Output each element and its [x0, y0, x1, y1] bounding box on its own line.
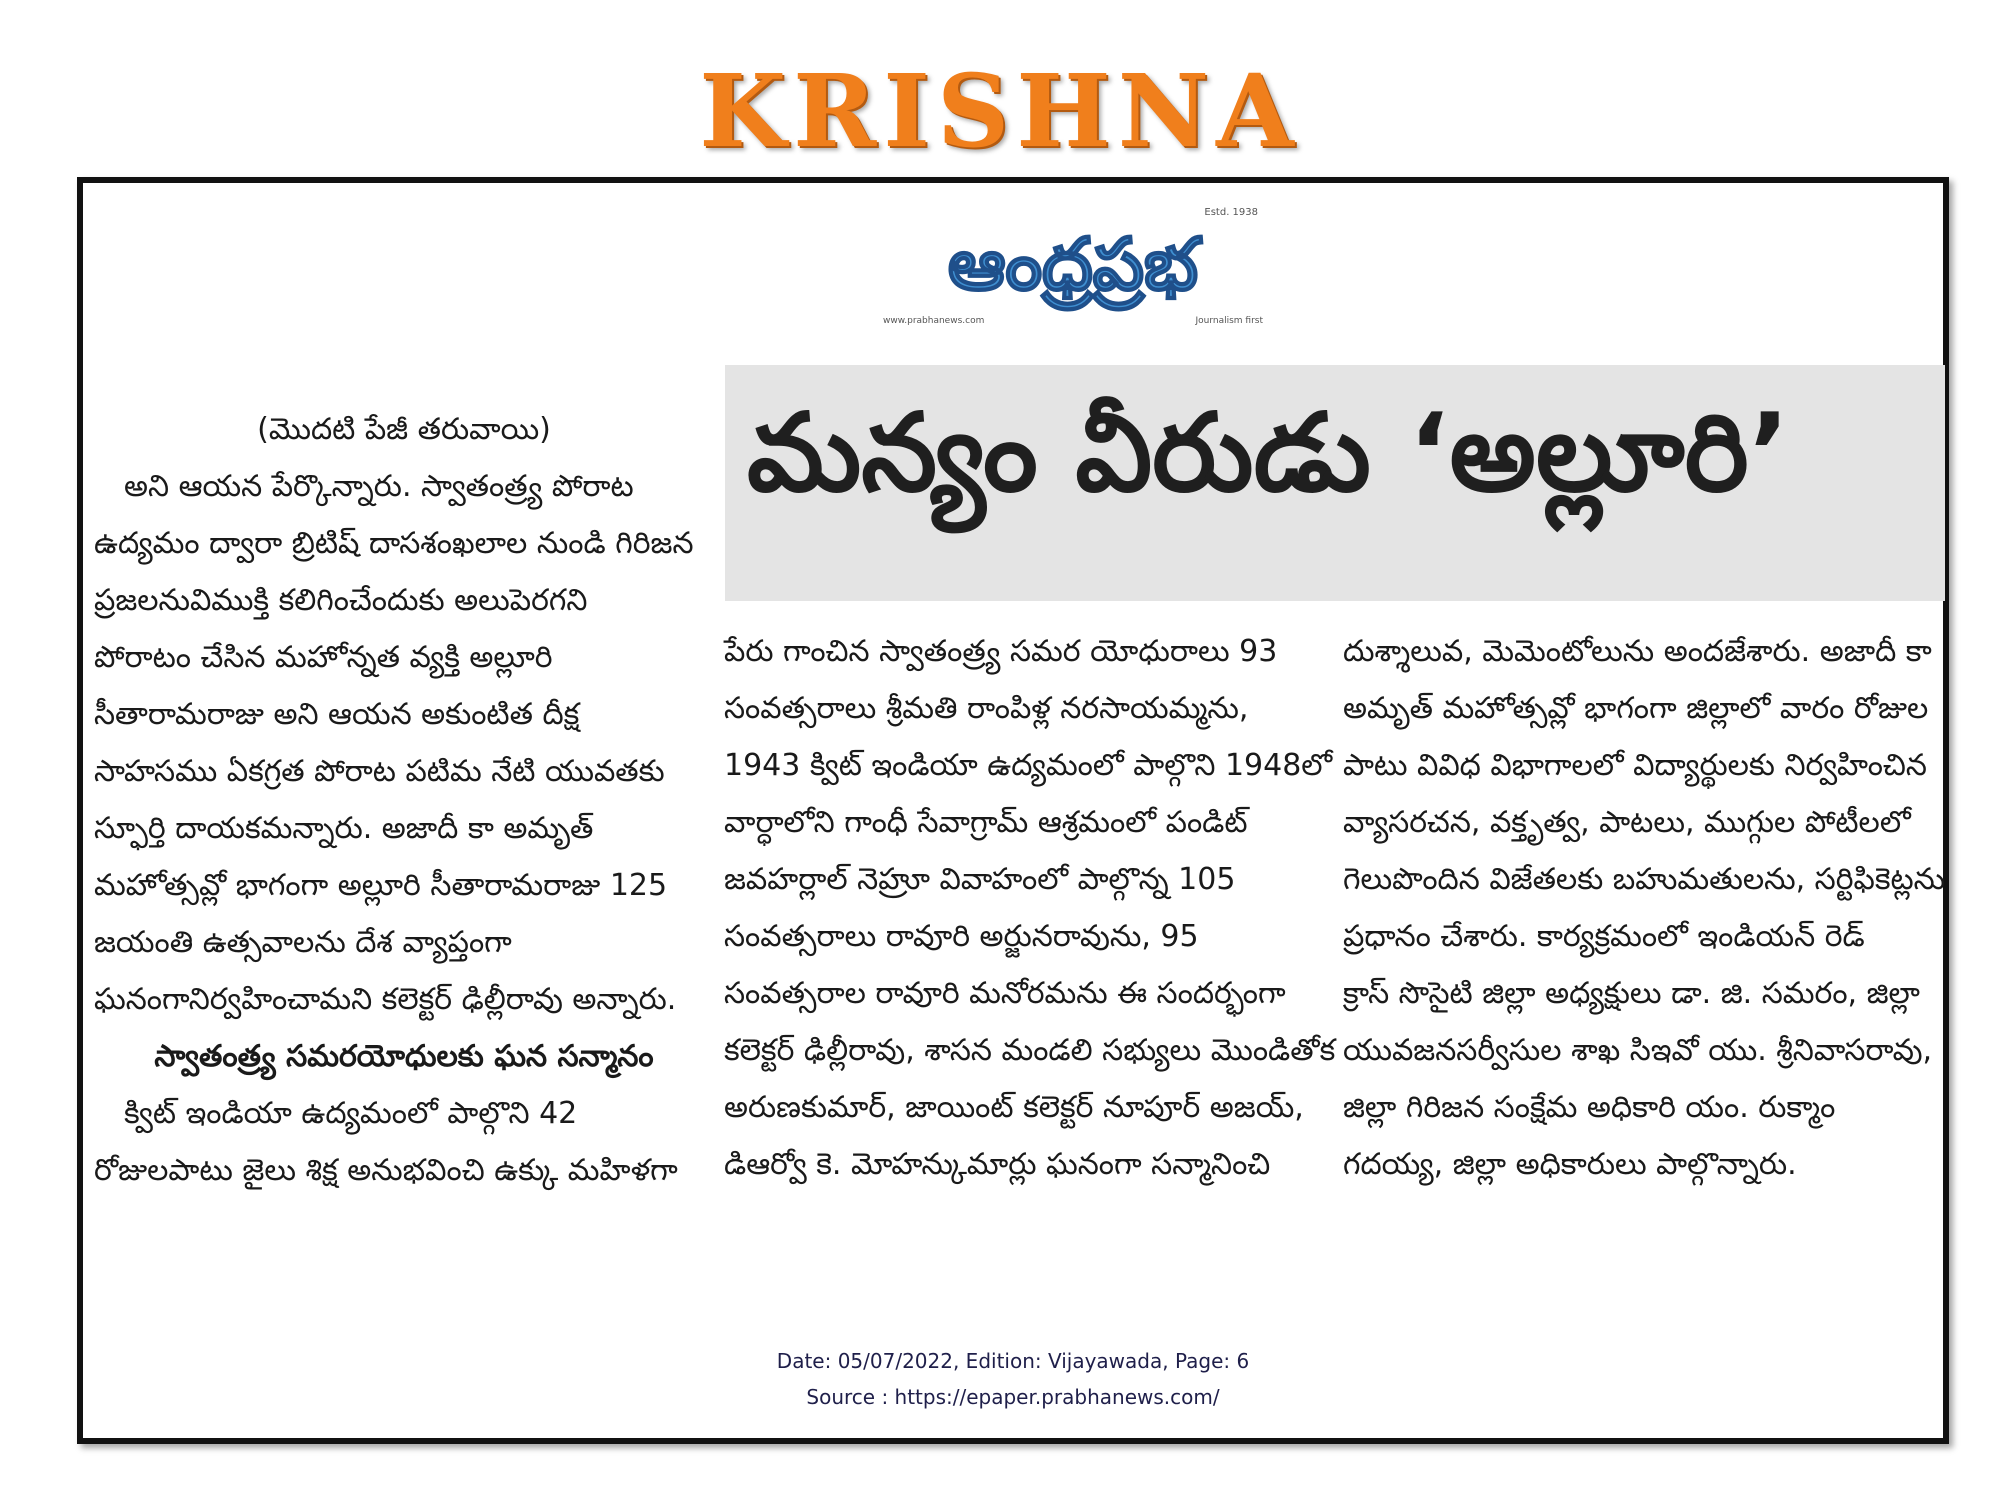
- article-line: అని ఆయన పేర్కొన్నారు. స్వాతంత్ర్య పోరాట: [124, 469, 634, 504]
- newspaper-masthead: [873, 193, 1273, 333]
- masthead-logo-text: ఆంధ్రప్రభ: [948, 222, 1198, 306]
- news-clipping: [77, 177, 1949, 1444]
- article-line: వ్యాసరచన, వక్తృత్వ, పాటలు, ముగ్గుల పోటీలలో: [1343, 805, 1911, 840]
- article-subheading: స్వాతంత్ర్య సమరయోధులకు ఘన సన్మానం: [154, 1039, 654, 1074]
- article-line: యువజనసర్వీసుల శాఖ సిఇవో యు. శ్రీనివాసరావు,: [1343, 1033, 1933, 1068]
- article-line: సంవత్సరాల రావూరి మనోరమను ఈ సందర్భంగా: [724, 976, 1286, 1011]
- article-line: డిఆర్వో కె. మోహన్కుమార్లు ఘనంగా సన్మానించి: [724, 1147, 1271, 1182]
- date-edition-line: Date: 05/07/2022, Edition: Vijayawada, Page: 6: [776, 1349, 1250, 1373]
- article-right-column: [1343, 623, 1946, 1193]
- article-line: దుశ్శాలువ, మెమెంటోలును అందజేశారు. అజాదీ కా: [1343, 634, 1932, 669]
- article-line: క్విట్ ఇండియా ఉద్యమంలో పాల్గొని 42: [124, 1096, 578, 1131]
- article-line: కలెక్టర్ ఢిల్లీరావు, శాసన మండలి సభ్యులు మొండితోక: [724, 1033, 1336, 1068]
- article-line: ప్రజలనువిముక్తి కలిగించేందుకు అలుపెరగని: [94, 583, 588, 618]
- article-line: పాటు వివిధ విభాగాలలో విద్యార్థులకు నిర్వహించిన: [1343, 748, 1927, 783]
- article-middle-column: [724, 623, 1334, 1193]
- article-line: మహోత్సవ్లో భాగంగా అల్లూరి సీతారామరాజు 125: [94, 868, 668, 903]
- newspaper-logo: [873, 193, 1273, 333]
- article-line: అరుణకుమార్, జాయింట్ కలెక్టర్ నూపూర్ అజయ్,: [724, 1090, 1304, 1125]
- article-left-column: [94, 401, 714, 1199]
- article-line: ఉద్యమం ద్వారా బ్రిటిష్ దాసశంఖలాల నుండి గిరిజన: [94, 526, 694, 561]
- article-line: సంవత్సరాలు శ్రీమతి రాంపిళ్ల నరసాయమ్మను,: [724, 691, 1249, 726]
- clipping-footer: [83, 1343, 1943, 1415]
- article-line: సంవత్సరాలు రావూరి అర్జునరావును, 95: [724, 919, 1199, 954]
- article-line: జయంతి ఉత్సవాలను దేశ వ్యాప్తంగా: [94, 925, 512, 960]
- article-line: గదయ్య, జిల్లా అధికారులు పాల్గొన్నారు.: [1343, 1147, 1797, 1182]
- article-line: పేరు గాంచిన స్వాతంత్ర్య సమర యోధురాలు 93: [724, 634, 1278, 669]
- headline-banner: [725, 365, 1945, 601]
- article-line: సీతారామరాజు అని ఆయన అకుంటిత దీక్ష: [94, 697, 580, 732]
- article-line: పోరాటం చేసిన మహోన్నత వ్యక్తి అల్లూరి: [94, 640, 553, 675]
- article-line: అమృత్ మహోత్సవ్లో భాగంగా జిల్లాలో వారం రోజుల: [1343, 691, 1929, 726]
- article-line: వార్ధాలోని గాంధీ సేవాగ్రామ్ ఆశ్రమంలో పండిట్: [724, 805, 1248, 840]
- masthead-tagline: Journalism first: [1195, 316, 1263, 326]
- district-title: KRISHNA: [699, 52, 1301, 170]
- article-line: జవహర్లాల్ నెహ్రూ వివాహంలో పాల్గొన్న 105: [724, 862, 1236, 897]
- article-line: 1943 క్విట్ ఇండియా ఉద్యమంలో పాల్గొని 1948లో: [724, 748, 1333, 783]
- source-line: Source : https://epaper.prabhanews.com/: [806, 1385, 1220, 1409]
- article-line: సాహసము ఏకగ్రత పోరాట పటిమ నేటి యువతకు: [94, 754, 665, 789]
- masthead-est: Estd. 1938: [1204, 207, 1258, 218]
- article-line: ఘనంగానిర్వహించామని కలెక్టర్ ఢిల్లీరావు అన్నారు.: [94, 982, 677, 1017]
- article-line: స్ఫూర్తి దాయకమన్నారు. అజాదీ కా అమృత్: [94, 811, 594, 846]
- masthead-website: www.prabhanews.com: [883, 316, 985, 326]
- article-line: జిల్లా గిరిజన సంక్షేమ అధికారి యం. రుక్మాం: [1343, 1090, 1836, 1125]
- continuation-note: (మొదటి పేజీ తరువాయి): [257, 412, 551, 447]
- article-headline: మన్యం వీరుడు ‘అల్లూరి’: [747, 391, 1790, 516]
- article-line: గెలుపొందిన విజేతలకు బహుమతులను, సర్టిఫికెట్లను: [1343, 862, 1946, 897]
- article-line: క్రాస్ సొసైటి జిల్లా అధ్యక్షులు డా. జి. సమరం, జిల్లా: [1343, 976, 1920, 1011]
- article-line: రోజులపాటు జైలు శిక్ష అనుభవించి ఉక్కు మహిళగా: [94, 1153, 678, 1188]
- article-line: ప్రధానం చేశారు. కార్యక్రమంలో ఇండియన్ రెడ్: [1343, 919, 1865, 954]
